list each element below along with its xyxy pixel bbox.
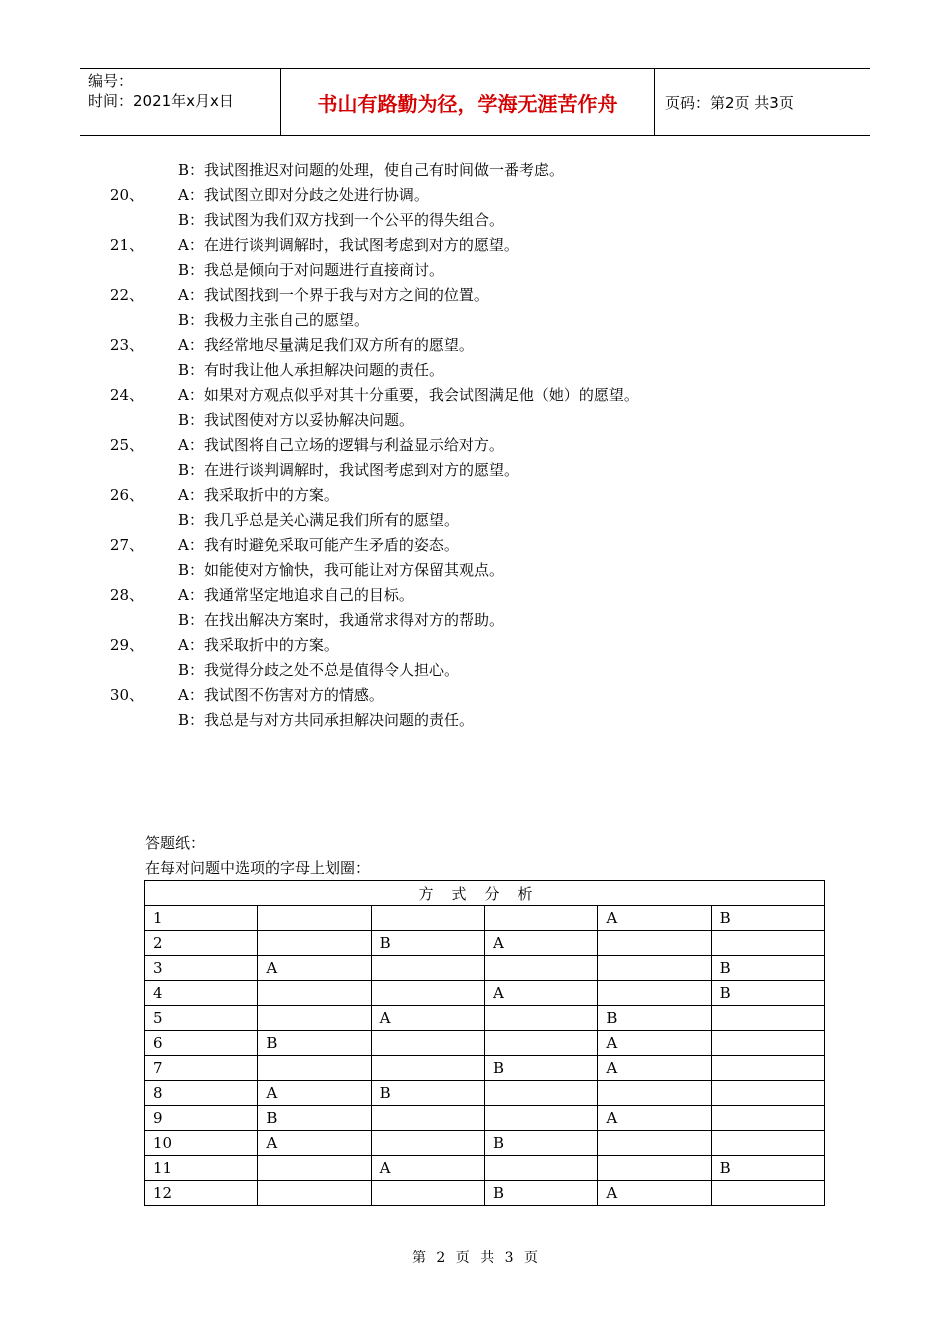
answer-cell[interactable] — [371, 1056, 484, 1081]
question-line — [0, 283, 950, 308]
question-option: A：我采取折中的方案。 — [178, 486, 339, 504]
question-number: 23、 — [109, 336, 144, 354]
question-option: A：我经常地尽量满足我们双方所有的愿望。 — [178, 336, 474, 354]
question-option: B：我总是倾向于对问题进行直接商讨。 — [178, 261, 445, 279]
table-row — [145, 1156, 825, 1181]
question-line — [0, 658, 950, 683]
question-line — [0, 608, 950, 633]
question-option: A：如果对方观点似乎对其十分重要，我会试图满足他（她）的愿望。 — [178, 386, 639, 404]
answer-cell[interactable] — [258, 931, 371, 956]
answer-cell[interactable]: B — [485, 1056, 598, 1081]
answer-cell[interactable] — [711, 1006, 824, 1031]
question-line — [0, 383, 950, 408]
question-option: A：我试图立即对分歧之处进行协调。 — [178, 186, 429, 204]
answer-cell[interactable]: A — [598, 1106, 711, 1131]
answer-cell[interactable] — [485, 956, 598, 981]
question-line — [0, 458, 950, 483]
answer-table — [144, 880, 825, 1206]
answer-cell[interactable] — [711, 1106, 824, 1131]
answer-cell[interactable]: B — [485, 1131, 598, 1156]
answer-cell[interactable] — [258, 1156, 371, 1181]
question-line — [0, 583, 950, 608]
header-meta — [80, 69, 281, 135]
answer-cell[interactable]: A — [371, 1006, 484, 1031]
table-row — [145, 1081, 825, 1106]
answer-cell[interactable] — [711, 1081, 824, 1106]
answer-cell[interactable]: B — [258, 1106, 371, 1131]
answer-cell[interactable] — [598, 1156, 711, 1181]
answer-cell[interactable]: A — [598, 1181, 711, 1206]
answer-cell[interactable] — [598, 1131, 711, 1156]
question-line — [0, 258, 950, 283]
answer-cell[interactable] — [598, 1081, 711, 1106]
row-number-cell: 12 — [145, 1181, 258, 1206]
answer-cell[interactable]: B — [371, 1081, 484, 1106]
answer-cell[interactable]: B — [711, 981, 824, 1006]
row-number-cell: 3 — [145, 956, 258, 981]
table-row — [145, 1056, 825, 1081]
answer-cell[interactable] — [258, 906, 371, 931]
table-row — [145, 981, 825, 1006]
question-line — [0, 533, 950, 558]
answer-cell[interactable] — [258, 981, 371, 1006]
answer-cell[interactable] — [371, 981, 484, 1006]
question-line — [0, 558, 950, 583]
row-number-cell: 2 — [145, 931, 258, 956]
answer-cell[interactable]: B — [711, 956, 824, 981]
question-number: 22、 — [109, 286, 144, 304]
question-line — [0, 433, 950, 458]
row-number-cell: 11 — [145, 1156, 258, 1181]
table-row — [145, 1106, 825, 1131]
answer-cell[interactable] — [711, 1031, 824, 1056]
question-list — [0, 158, 950, 733]
table-row — [145, 906, 825, 931]
answer-sheet-title: 答题纸： — [145, 834, 206, 852]
header-motto: 书山有路勤为径，学海无涯苦作舟 — [281, 69, 655, 135]
answer-cell[interactable]: B — [258, 1031, 371, 1056]
question-number: 24、 — [109, 386, 144, 404]
answer-cell[interactable]: A — [258, 1081, 371, 1106]
question-option: A：我试图将自己立场的逻辑与利益显示给对方。 — [178, 436, 504, 454]
answer-cell[interactable] — [598, 956, 711, 981]
answer-cell[interactable]: A — [598, 1031, 711, 1056]
answer-table-header: 方式分析 — [145, 881, 825, 906]
page-header — [80, 68, 870, 136]
answer-cell[interactable]: A — [258, 956, 371, 981]
question-option: B：我极力主张自己的愿望。 — [178, 311, 370, 329]
answer-cell[interactable] — [485, 1006, 598, 1031]
question-line — [0, 183, 950, 208]
question-option: B：我试图使对方以妥协解决问题。 — [178, 411, 415, 429]
question-option: B：在进行谈判调解时，我试图考虑到对方的愿望。 — [178, 461, 520, 479]
question-line — [0, 333, 950, 358]
answer-table-body — [145, 906, 825, 1206]
answer-cell[interactable] — [598, 981, 711, 1006]
answer-cell[interactable] — [711, 1131, 824, 1156]
question-number: 21、 — [109, 236, 144, 254]
table-row — [145, 1031, 825, 1056]
row-number-cell: 4 — [145, 981, 258, 1006]
answer-cell[interactable]: A — [485, 931, 598, 956]
answer-cell[interactable] — [485, 1031, 598, 1056]
question-option: B：有时我让他人承担解决问题的责任。 — [178, 361, 445, 379]
row-number-cell: 9 — [145, 1106, 258, 1131]
answer-cell[interactable]: B — [711, 906, 824, 931]
question-number: 30、 — [109, 686, 144, 704]
question-line — [0, 683, 950, 708]
answer-cell[interactable] — [371, 1106, 484, 1131]
answer-cell[interactable] — [711, 931, 824, 956]
answer-cell[interactable] — [485, 1081, 598, 1106]
question-line — [0, 358, 950, 383]
question-option: B：在找出解决方案时，我通常求得对方的帮助。 — [178, 611, 505, 629]
answer-cell[interactable] — [485, 1106, 598, 1131]
question-option: B：我试图推迟对问题的处理，使自己有时间做一番考虑。 — [178, 161, 565, 179]
answer-cell[interactable] — [485, 1156, 598, 1181]
answer-table-header-row — [145, 881, 825, 906]
question-line — [0, 483, 950, 508]
answer-cell[interactable] — [258, 1181, 371, 1206]
question-line — [0, 408, 950, 433]
answer-cell[interactable] — [258, 1056, 371, 1081]
question-line — [0, 308, 950, 333]
answer-cell[interactable]: B — [371, 931, 484, 956]
question-option: B：如能使对方愉快，我可能让对方保留其观点。 — [178, 561, 505, 579]
table-row — [145, 956, 825, 981]
answer-cell[interactable] — [598, 931, 711, 956]
answer-cell[interactable] — [371, 956, 484, 981]
question-option: A：我试图不伤害对方的情感。 — [178, 686, 384, 704]
answer-cell[interactable] — [485, 906, 598, 931]
question-line — [0, 158, 950, 183]
question-number: 20、 — [109, 186, 144, 204]
answer-sheet-instruction: 在每对问题中选项的字母上划圈： — [145, 859, 371, 877]
page-footer: 第 2 页 共 3 页 — [411, 1250, 539, 1266]
answer-cell[interactable]: A — [258, 1131, 371, 1156]
question-number: 28、 — [109, 586, 144, 604]
question-number: 25、 — [109, 436, 144, 454]
row-number-cell: 5 — [145, 1006, 258, 1031]
question-option: B：我总是与对方共同承担解决问题的责任。 — [178, 711, 475, 729]
question-number: 27、 — [109, 536, 144, 554]
question-line — [0, 233, 950, 258]
number-label: 编号： — [88, 72, 134, 90]
answer-cell[interactable]: A — [598, 1056, 711, 1081]
question-option: B：我觉得分歧之处不总是值得令人担心。 — [178, 661, 460, 679]
question-line — [0, 708, 950, 733]
row-number-cell: 1 — [145, 906, 258, 931]
row-number-cell: 8 — [145, 1081, 258, 1106]
question-option: B：我试图为我们双方找到一个公平的得失组合。 — [178, 211, 505, 229]
question-line — [0, 208, 950, 233]
question-number: 29、 — [109, 636, 144, 654]
table-row — [145, 1181, 825, 1206]
header-page-info: 页码：第2页 共3页 — [665, 93, 794, 112]
answer-cell[interactable] — [371, 906, 484, 931]
question-option: A：我有时避免采取可能产生矛盾的姿态。 — [178, 536, 459, 554]
answer-cell[interactable]: A — [598, 906, 711, 931]
row-number-cell: 6 — [145, 1031, 258, 1056]
row-number-cell: 10 — [145, 1131, 258, 1156]
answer-cell[interactable] — [258, 1006, 371, 1031]
table-row — [145, 931, 825, 956]
answer-cell[interactable]: B — [598, 1006, 711, 1031]
question-number: 26、 — [109, 486, 144, 504]
answer-cell[interactable] — [711, 1056, 824, 1081]
question-option: A：我试图找到一个界于我与对方之间的位置。 — [178, 286, 489, 304]
answer-cell[interactable] — [711, 1181, 824, 1206]
question-option: A：我采取折中的方案。 — [178, 636, 339, 654]
question-option: A：我通常坚定地追求自己的目标。 — [178, 586, 414, 604]
table-row — [145, 1131, 825, 1156]
date-line: 时间：2021年x月x日 — [88, 92, 234, 110]
question-line — [0, 508, 950, 533]
table-row — [145, 1006, 825, 1031]
answer-cell[interactable]: A — [371, 1156, 484, 1181]
question-option: A：在进行谈判调解时，我试图考虑到对方的愿望。 — [178, 236, 519, 254]
answer-cell[interactable]: B — [485, 1181, 598, 1206]
question-line — [0, 633, 950, 658]
answer-cell[interactable] — [371, 1131, 484, 1156]
question-option: B：我几乎总是关心满足我们所有的愿望。 — [178, 511, 460, 529]
answer-cell[interactable]: B — [711, 1156, 824, 1181]
answer-cell[interactable]: A — [485, 981, 598, 1006]
answer-cell[interactable] — [371, 1181, 484, 1206]
row-number-cell: 7 — [145, 1056, 258, 1081]
answer-cell[interactable] — [371, 1031, 484, 1056]
